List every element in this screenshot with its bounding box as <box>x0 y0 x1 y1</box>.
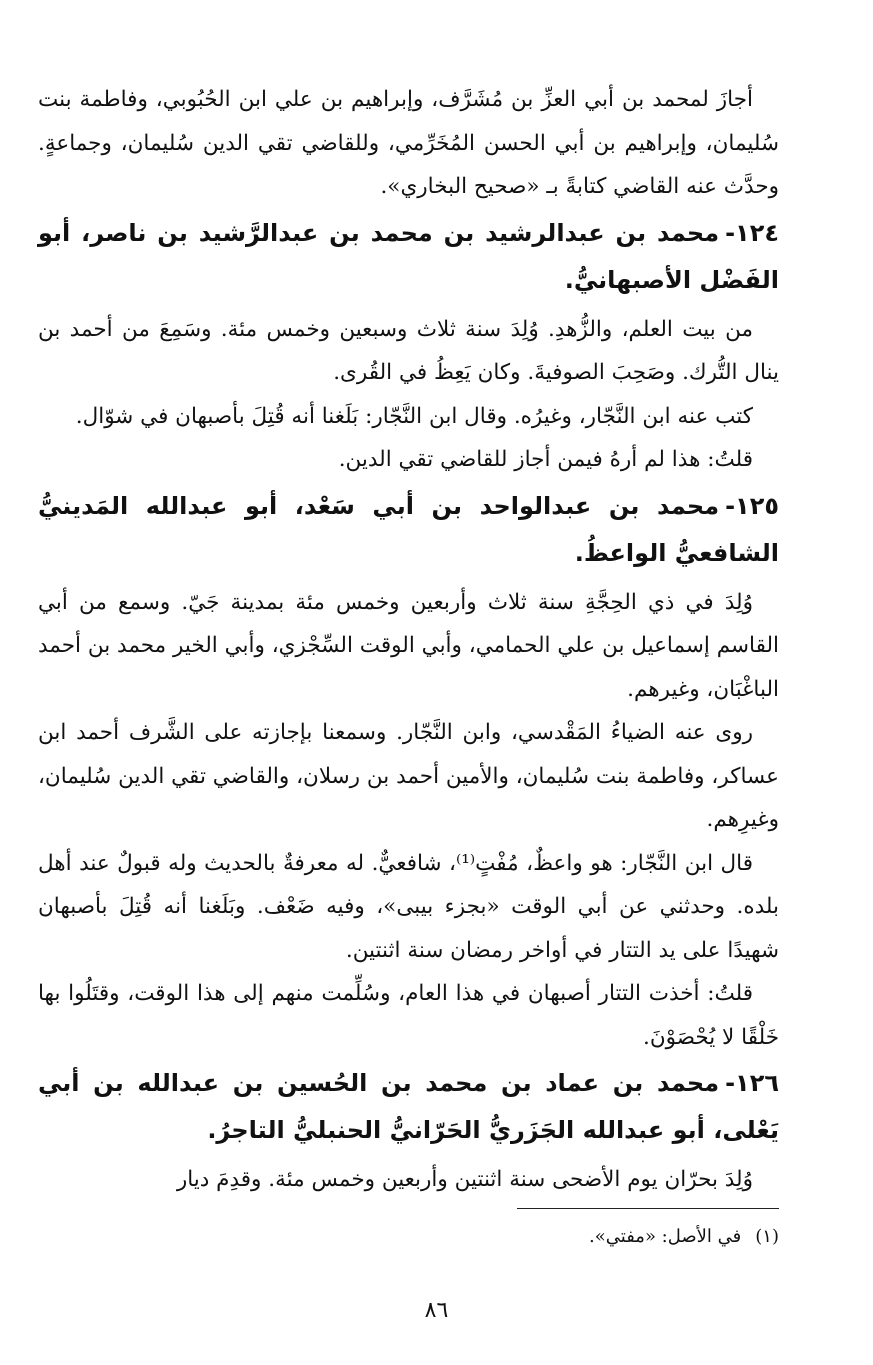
entry-name: محمد بن عبدالرشيد بن محمد بن عبدالرَّشيد بن ناصر، أبو الفَضْل الأصبهانيُّ. <box>38 218 779 294</box>
entry-number: ١٢٥- <box>725 491 779 520</box>
body-paragraph: وُلِدَ في ذي الحِجَّةِ سنة ثلاث وأربعين وخمس مئة بمدينة جَيّ. وسمع من أبي القاسم إسماعيل بن علي الحمامي، وأبي الوقت السِّجْزي، وأبي الخير محمد بن أحمد الباغْبَان، وغيرهم. <box>38 589 779 702</box>
biography-entry-heading <box>38 1060 779 1154</box>
footnote <box>589 1222 779 1252</box>
biography-entry-heading <box>38 483 779 577</box>
main-text <box>38 78 779 1202</box>
body-paragraph: من بيت العلم، والزُّهدِ. وُلِدَ سنة ثلاث وسبعين وخمس مئة. وسَمِعَ من أحمد بن ينال التُّرك. وصَحِبَ الصوفيةَ. وكان يَعِظُ في القُرى. <box>38 316 779 385</box>
entry-name: محمد بن عبدالواحد بن أبي سَعْد، أبو عبدالله المَدينيُّ الشافعيُّ الواعظُ. <box>38 491 779 567</box>
body-paragraph: قال ابن النَّجّار: هو واعظٌ، مُفْتٍ⁽¹⁾، شافعيٌّ. له معرفةٌ بالحديث وله قبولٌ عند أهل بلده. وحدثني عن أبي الوقت «بجزء بيبى»، وفيه ضَعْف. وبَلَغنا أنه قُتِلَ بأصبهان شهيدًا على يد التتار في أواخر رمضان سنة اثنتين. <box>38 850 779 963</box>
page-number: ٨٦ <box>424 1298 449 1323</box>
body-paragraph: أجازَ لمحمد بن أبي العزِّ بن مُشَرَّف، وإبراهيم بن علي ابن الحُبُوبي، وفاطمة بنت سُليمان، وإبراهيم بن أبي الحسن المُخَرِّمي، وللقاضي تقي الدين سُليمان، وجماعةٍ. وحدَّث عنه القاضي كتابةً بـ «صحيح البخاري». <box>38 87 779 199</box>
entry-number: ١٢٤- <box>725 218 779 247</box>
body-paragraph: روى عنه الضياءُ المَقْدسي، وابن النَّجّار. وسمعنا بإجازته على الشَّرف أحمد ابن عساكر، وفاطمة بنت سُليمان، والأمين أحمد بن رسلان، والقاضي تقي الدين سُليمان، وغيرِهم. <box>37 720 779 832</box>
entry-number: ١٢٦- <box>725 1069 779 1097</box>
biography-entry-heading <box>38 210 779 304</box>
body-paragraph: قلتُ: أخذت التتار أصبهان في هذا العام، وسُلِّمت منهم إلى هذا الوقت، وقتَلُوا بها خَلْقًا لا يُحْصَوْنَ. <box>38 981 779 1050</box>
body-paragraph: وُلِدَ بحرّان يوم الأضحى سنة اثنتين وأربعين وخمس مئة. وقدِمَ ديار <box>176 1167 753 1192</box>
footnote-separator <box>517 1208 779 1209</box>
footnote-number: (١) <box>755 1226 779 1247</box>
body-paragraph: قلتُ: هذا لم أرهُ فيمن أجاز للقاضي تقي الدين. <box>338 447 753 472</box>
entry-name: محمد بن عماد بن محمد بن الحُسين بن عبدالله بن أبي يَعْلى، أبو عبدالله الجَزَريُّ الحَرّانيُّ الحنبليُّ التاجرُ. <box>38 1069 779 1144</box>
body-paragraph: كتب عنه ابن النَّجّار، وغيرُه. وقال ابن النَّجّار: بَلَغنا أنه قُتِلَ بأصبهان في شوّال. <box>75 403 753 429</box>
footnote-text: في الأصل: «مفتي». <box>589 1226 742 1247</box>
